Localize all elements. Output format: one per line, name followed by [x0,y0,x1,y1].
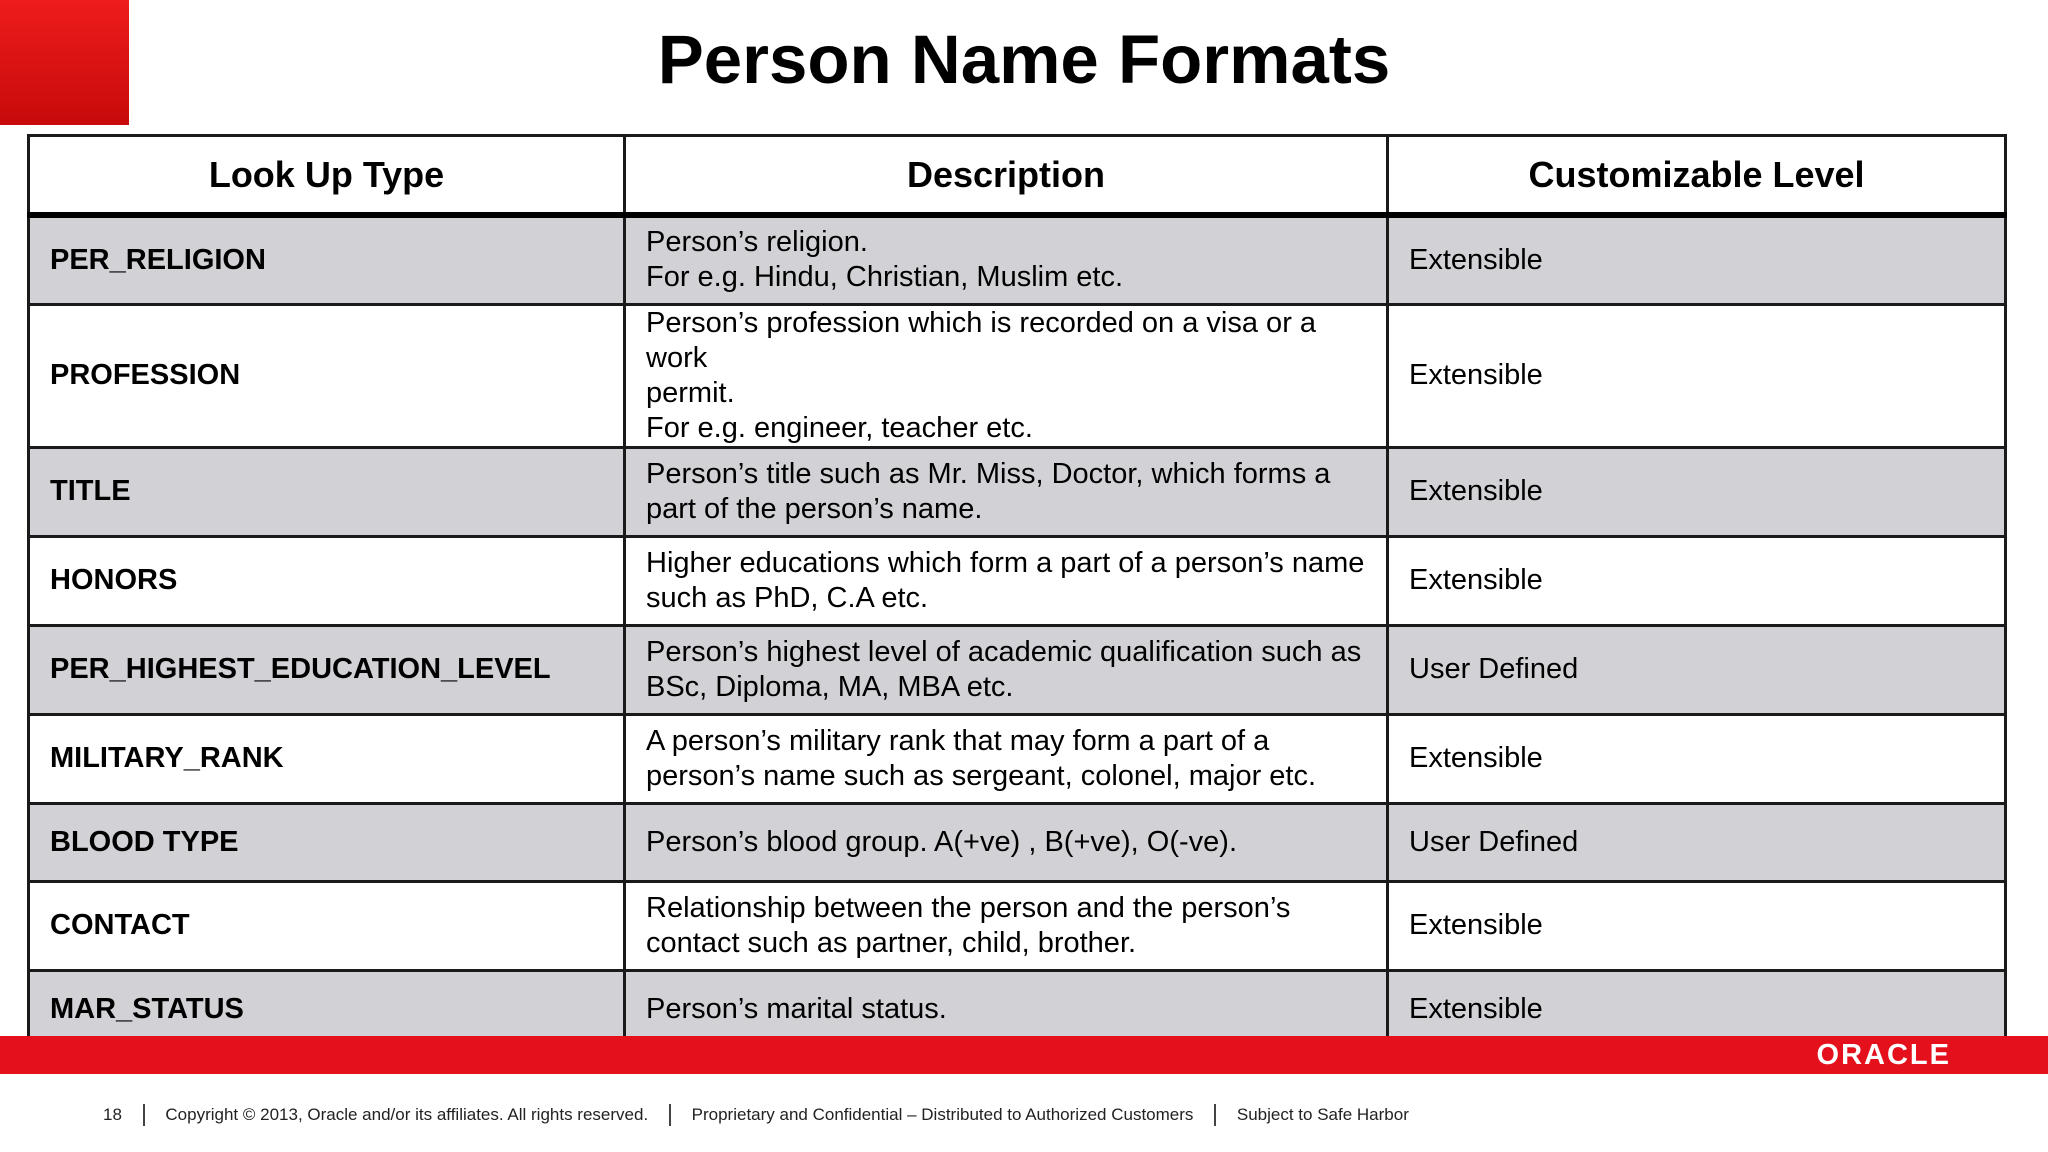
footer-divider [1214,1104,1216,1126]
table-row [29,304,2006,447]
description-line: permit. [646,376,735,409]
table-row [29,714,2006,803]
table-row [29,447,2006,536]
description-line: Person’s marital status. [646,992,947,1025]
lookup-table [27,134,2007,1050]
description-line: person’s name such as sergeant, colonel, major etc. [646,759,1317,792]
lookup-type-cell: PER_HIGHEST_EDUCATION_LEVEL [29,625,625,714]
footer-red-band [0,1036,2048,1074]
customizable-level-cell: Extensible [1388,215,2006,304]
description-cell [625,625,1388,714]
description-line: such as PhD, C.A etc. [646,581,929,614]
column-header-description: Description [625,136,1388,216]
description-cell [625,447,1388,536]
customizable-level-cell: Extensible [1388,304,2006,447]
safe-harbor-notice: Subject to Safe Harbor [1236,1104,1409,1124]
customizable-level-cell: Extensible [1388,714,2006,803]
lookup-type-cell: PROFESSION [29,304,625,447]
table-row [29,625,2006,714]
table-row [29,536,2006,625]
description-cell [625,536,1388,625]
table-header-row [29,136,2006,216]
description-cell [625,304,1388,447]
lookup-type-cell: CONTACT [29,881,625,970]
description-cell [625,881,1388,970]
customizable-level-cell: User Defined [1388,625,2006,714]
customizable-level-cell: Extensible [1388,881,2006,970]
confidentiality-notice: Proprietary and Confidential – Distributed to Authorized Customers [691,1104,1194,1124]
column-header-lookup-type: Look Up Type [29,136,625,216]
lookup-type-cell: TITLE [29,447,625,536]
lookup-type-cell: HONORS [29,536,625,625]
lookup-type-cell: MILITARY_RANK [29,714,625,803]
description-line: Person’s religion. [646,226,868,259]
description-line: Person’s highest level of academic qualification such as [646,635,1362,668]
customizable-level-cell: Extensible [1388,447,2006,536]
slide-footer [103,1102,1409,1126]
copyright-notice: Copyright © 2013, Oracle and/or its affiliates. All rights reserved. [165,1104,649,1124]
table-row [29,215,2006,304]
page-title: Person Name Formats [657,21,1391,98]
description-cell [625,714,1388,803]
lookup-type-cell: BLOOD TYPE [29,803,625,881]
description-line: part of the person’s name. [646,492,983,525]
description-line: For e.g. engineer, teacher etc. [646,411,1033,444]
description-line: Person’s blood group. A(+ve) , B(+ve), O(-ve). [646,825,1238,858]
description-line: contact such as partner, child, brother. [646,926,1137,959]
customizable-level-cell: Extensible [1388,536,2006,625]
description-line: Person’s profession which is recorded on a visa or a work [646,306,1317,374]
lookup-type-cell: MAR_STATUS [29,970,625,1048]
description-line: Person’s title such as Mr. Miss, Doctor, which forms a [646,457,1331,490]
description-line: For e.g. Hindu, Christian, Muslim etc. [646,261,1124,294]
description-line: Higher educations which form a part of a person’s name [646,546,1365,579]
footer-divider [669,1104,671,1126]
customizable-level-cell: User Defined [1388,803,2006,881]
description-line: BSc, Diploma, MA, MBA etc. [646,670,1014,703]
description-line: A person’s military rank that may form a part of a [646,724,1270,757]
description-line: Relationship between the person and the person’s [646,891,1291,924]
column-header-customizable-level: Customizable Level [1388,136,2006,216]
customizable-level-cell: Extensible [1388,970,2006,1048]
description-cell [625,803,1388,881]
lookup-type-cell: PER_RELIGION [29,215,625,304]
table-row [29,803,2006,881]
footer-divider [143,1104,145,1126]
table-row [29,881,2006,970]
page-number: 18 [103,1104,122,1124]
oracle-logo: ORACLE [1816,1039,1951,1071]
description-cell [625,215,1388,304]
